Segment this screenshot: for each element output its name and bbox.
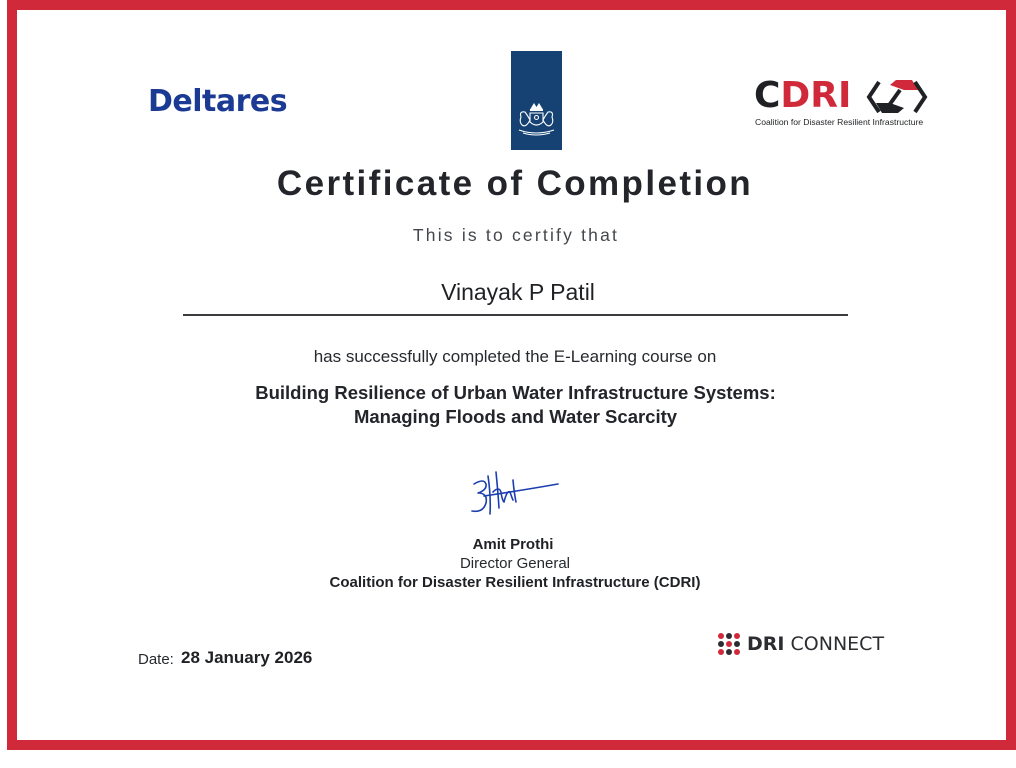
deltares-logo: Deltares — [148, 84, 288, 119]
completion-text: has successfully completed the E-Learning course on — [313, 347, 717, 366]
course-title — [0, 381, 1016, 429]
cdri-letters-dri: DRI — [780, 75, 852, 116]
cdri-logo — [754, 76, 934, 130]
signatory-name: Amit Prothi — [472, 536, 554, 553]
date-value: 28 January 2026 — [181, 648, 313, 667]
recipient-name: Vinayak P Patil — [441, 279, 595, 305]
signatory-organization: Coalition for Disaster Resilient Infrastructure (CDRI) — [329, 574, 701, 591]
course-title-line1: Building Resilience of Urban Water Infrastructure Systems: — [255, 382, 776, 403]
course-title-line2: Managing Floods and Water Scarcity — [353, 406, 678, 427]
dri-connect-dots-icon — [716, 632, 742, 656]
coat-of-arms-icon — [511, 51, 562, 150]
cdri-wordmark — [754, 76, 851, 116]
date-label: Date: — [138, 651, 174, 668]
cdri-letter-c: C — [754, 75, 781, 116]
certify-text: This is to certify that — [412, 225, 620, 245]
signatory-role: Director General — [459, 555, 571, 572]
netherlands-emblem-logo — [511, 51, 562, 150]
signature-image — [466, 462, 566, 522]
cdri-mark-icon — [866, 78, 928, 116]
dri-connect-dri: DRI — [747, 633, 785, 655]
dri-connect-wordmark — [747, 633, 884, 655]
name-underline — [183, 314, 848, 316]
cdri-subtitle: Coalition for Disaster Resilient Infrastructure — [755, 117, 924, 127]
dri-connect-connect: CONNECT — [790, 633, 885, 655]
certificate-title: Certificate of Completion — [276, 164, 754, 203]
